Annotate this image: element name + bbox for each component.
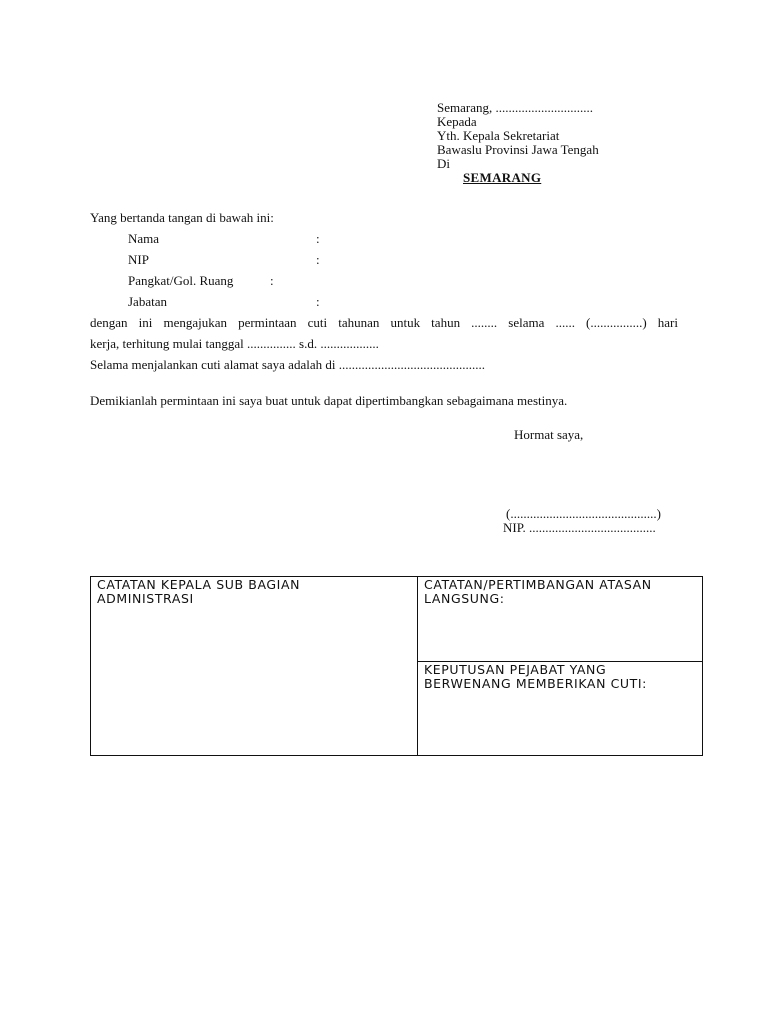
addressee-kepada: Kepada <box>437 114 477 129</box>
field-colon-pangkat: : <box>270 273 274 288</box>
notes-cell-atasan-label: CATATAN/PERTIMBANGAN ATASAN LANGSUNG: <box>424 577 652 606</box>
addressee-city: SEMARANG <box>463 170 542 185</box>
place-date: Semarang, .............................. <box>437 100 593 115</box>
notes-cell-admin-label: CATATAN KEPALA SUB BAGIAN ADMINISTRASI <box>97 577 301 606</box>
intro-text: Yang bertanda tangan di bawah ini: <box>90 210 274 225</box>
notes-cell-admin <box>91 577 418 755</box>
field-label-nip: NIP <box>128 252 149 267</box>
notes-cell-keputusan-label: KEPUTUSAN PEJABAT YANG BERWENANG MEMBERIKAN CUTI: <box>424 662 647 691</box>
signature-name-placeholder: (.............................................) <box>506 506 661 521</box>
signature-nip: NIP. ....................................... <box>503 520 656 535</box>
addressee-institution: Bawaslu Provinsi Jawa Tengah <box>437 142 599 157</box>
request-text-line1: dengan ini mengajukan permintaan cuti tahunan untuk tahun ........ selama ...... (................) hari <box>90 315 678 330</box>
notes-cell-keputusan <box>418 662 702 755</box>
field-colon-nama: : <box>316 231 320 246</box>
address-text: Selama menjalankan cuti alamat saya adalah di ............................................. <box>90 357 485 372</box>
closing-text: Demikianlah permintaan ini saya buat untuk dapat dipertimbangkan sebagaimana mestinya. <box>90 393 568 408</box>
signature-hormat: Hormat saya, <box>514 427 584 442</box>
addressee-di: Di <box>437 156 450 171</box>
field-colon-nip: : <box>316 252 320 267</box>
notes-table <box>90 576 703 756</box>
notes-cell-atasan <box>418 577 702 662</box>
field-label-nama: Nama <box>128 231 160 246</box>
field-label-pangkat: Pangkat/Gol. Ruang <box>128 273 234 288</box>
field-colon-jabatan: : <box>316 294 320 309</box>
addressee-title: Yth. Kepala Sekretariat <box>437 128 560 143</box>
request-text-line2: kerja, terhitung mulai tanggal ............... s.d. .................. <box>90 336 379 351</box>
field-label-jabatan: Jabatan <box>128 294 167 309</box>
